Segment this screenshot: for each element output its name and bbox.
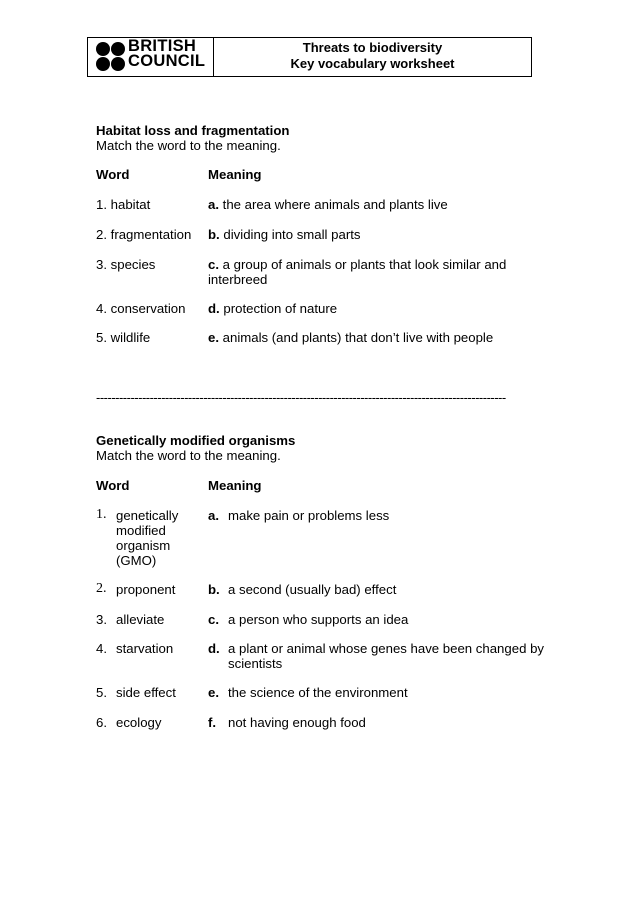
- section2-meaning: a person who supports an idea: [228, 612, 409, 627]
- title-line-2: Key vocabulary worksheet: [290, 55, 455, 71]
- logo-wordmark: [128, 39, 205, 69]
- meaning-text: protection of nature: [223, 301, 338, 316]
- worksheet-title: [214, 38, 531, 76]
- meaning-letter: b.: [208, 227, 220, 242]
- british-council-logo: [88, 38, 214, 76]
- section1-meaning: [208, 330, 493, 346]
- meaning-letter: d.: [208, 641, 220, 656]
- section2-number: 4.: [96, 641, 107, 656]
- section1-meaning: [208, 301, 337, 317]
- section2-word-continued: (GMO): [116, 553, 157, 568]
- section2-word-continued: modified: [116, 523, 166, 538]
- section1-word: 3. species: [96, 257, 156, 272]
- meaning-letter: a.: [208, 508, 219, 523]
- section2-number: 2.: [96, 581, 107, 596]
- section2-meaning: not having enough food: [228, 715, 366, 730]
- section1-heading: Habitat loss and fragmentation: [96, 123, 290, 138]
- section2-meaning: a plant or animal whose genes have been changed by: [228, 641, 544, 656]
- section1-col-word: Word: [96, 167, 130, 182]
- section1-meaning: [208, 227, 360, 243]
- section2-number: 1.: [96, 507, 107, 522]
- meaning-letter: d.: [208, 301, 220, 316]
- section2-word: ecology: [116, 715, 162, 730]
- meaning-text: animals (and plants) that don’t live with people: [222, 330, 494, 345]
- meaning-text: a group of animals or plants that look similar and: [222, 257, 507, 272]
- section2-heading: Genetically modified organisms: [96, 433, 296, 448]
- section2-meaning-continued: scientists: [228, 656, 283, 671]
- meaning-letter: b.: [208, 582, 220, 597]
- section1-word: 5. wildlife: [96, 330, 151, 345]
- section1-meaning: [208, 257, 506, 273]
- section2-word: starvation: [116, 641, 174, 656]
- section2-word: genetically: [116, 508, 179, 523]
- logo-line-2: COUNCIL: [128, 52, 206, 70]
- logo-dots-icon: [96, 42, 126, 72]
- meaning-text: the area where animals and plants live: [222, 197, 448, 212]
- meaning-letter: e.: [208, 685, 219, 700]
- section2-meaning: a second (usually bad) effect: [228, 582, 397, 597]
- section1-col-meaning: Meaning: [208, 167, 262, 182]
- section2-col-meaning: Meaning: [208, 478, 262, 493]
- logo-line-1: BRITISH: [128, 37, 197, 55]
- title-line-1: Threats to biodiversity: [302, 40, 443, 55]
- meaning-letter: a.: [208, 197, 219, 212]
- section1-word: 4. conservation: [96, 301, 186, 316]
- section1-meaning: [208, 197, 448, 213]
- section2-col-word: Word: [96, 478, 130, 493]
- section2-word: side effect: [116, 685, 176, 700]
- meaning-letter: e.: [208, 330, 219, 345]
- section2-word-continued: organism: [116, 538, 171, 553]
- section2-number: 5.: [96, 685, 107, 700]
- section1-word: 2. fragmentation: [96, 227, 192, 242]
- section-separator: -----------------------------------------------------------------------------------------------------------: [96, 390, 506, 405]
- section2-word: alleviate: [116, 612, 165, 627]
- section1-word: 1. habitat: [96, 197, 151, 212]
- meaning-letter: f.: [208, 715, 217, 730]
- meaning-letter: c.: [208, 612, 219, 627]
- meaning-letter: c.: [208, 257, 219, 272]
- section2-meaning: the science of the environment: [228, 685, 408, 700]
- section2-word: proponent: [116, 582, 176, 597]
- meaning-text: dividing into small parts: [223, 227, 361, 242]
- worksheet-header: [87, 37, 532, 77]
- section2-meaning: make pain or problems less: [228, 508, 390, 523]
- section2-number: 6.: [96, 715, 107, 730]
- section1-meaning-continued: interbreed: [208, 272, 268, 287]
- section2-number: 3.: [96, 612, 107, 627]
- section1-instruction: Match the word to the meaning.: [96, 138, 281, 153]
- section2-instruction: Match the word to the meaning.: [96, 448, 281, 463]
